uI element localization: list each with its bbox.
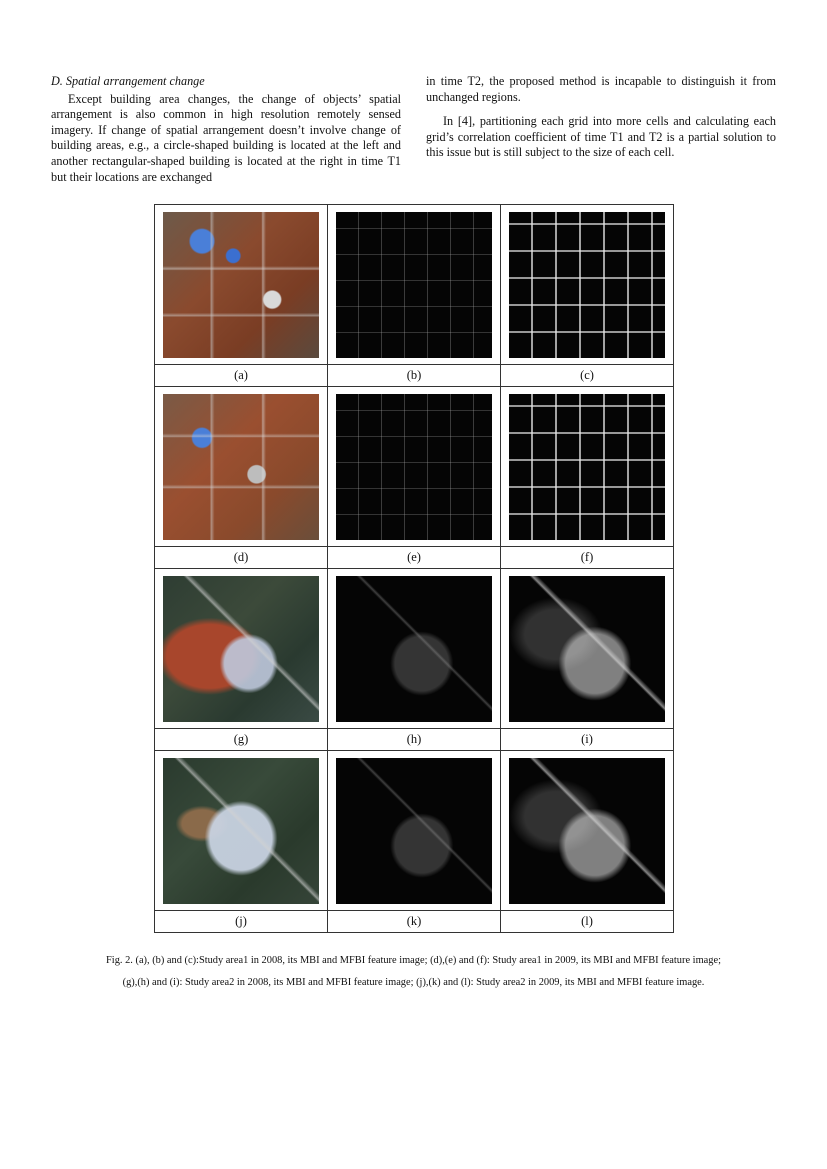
satellite-image bbox=[163, 758, 319, 904]
mfbi-feature-image bbox=[509, 576, 665, 722]
satellite-image bbox=[163, 212, 319, 358]
body-paragraph: In [4], partitioning each grid into more cells and calculating each grid’s correlation coefficient of time T1 and T2 is a partial solution to this issue but is still subject to the size of each cell. bbox=[426, 114, 776, 160]
mbi-feature-image bbox=[336, 576, 492, 722]
subfigure-label: (l) bbox=[501, 911, 674, 933]
satellite-image bbox=[163, 394, 319, 540]
subfigure-label: (i) bbox=[501, 729, 674, 751]
mfbi-feature-image bbox=[509, 758, 665, 904]
figure-cell bbox=[155, 751, 328, 911]
subfigure-label: (d) bbox=[155, 547, 328, 569]
mbi-feature-image bbox=[336, 212, 492, 358]
figure-cell bbox=[328, 569, 501, 729]
right-column bbox=[426, 74, 776, 161]
subfigure-label: (g) bbox=[155, 729, 328, 751]
figure-cell bbox=[155, 205, 328, 365]
figure-cell bbox=[501, 387, 674, 547]
subfigure-label: (k) bbox=[328, 911, 501, 933]
figure-table bbox=[154, 204, 674, 933]
subfigure-label: (f) bbox=[501, 547, 674, 569]
section-heading: D. Spatial arrangement change bbox=[51, 74, 205, 88]
figure-cell bbox=[155, 387, 328, 547]
figure-cell bbox=[501, 569, 674, 729]
subfigure-label: (e) bbox=[328, 547, 501, 569]
figure-cell bbox=[155, 569, 328, 729]
figure-cell bbox=[328, 751, 501, 911]
figure-caption bbox=[51, 950, 776, 994]
mfbi-feature-image bbox=[509, 394, 665, 540]
subfigure-label: (b) bbox=[328, 365, 501, 387]
body-paragraph: Except building area changes, the change of objects’ spatial arrangement is also common in high resolution remotely sensed imagery. If change of spatial arrangement doesn’t involve change of building areas, e.g., a circle-shaped building is located at the left and another rectangular-shaped building is located at the right in time T1 but their locations are exchanged bbox=[51, 91, 401, 184]
figure-cell bbox=[501, 751, 674, 911]
mbi-feature-image bbox=[336, 394, 492, 540]
figure-cell bbox=[501, 205, 674, 365]
body-paragraph-continued: in time T2, the proposed method is incapable to distinguish it from unchanged regions. bbox=[426, 74, 776, 104]
mbi-feature-image bbox=[336, 758, 492, 904]
figure-cell bbox=[328, 205, 501, 365]
subfigure-label: (j) bbox=[155, 911, 328, 933]
figure-caption-line: Fig. 2. (a), (b) and (c):Study area1 in 2008, its MBI and MFBI feature image; (d),(e) and (f): Study area1 in 2009, its MBI and MFBI feature image; bbox=[106, 955, 721, 966]
figure-cell bbox=[328, 387, 501, 547]
subfigure-label: (h) bbox=[328, 729, 501, 751]
mfbi-feature-image bbox=[509, 212, 665, 358]
figure-caption-line: (g),(h) and (i): Study area2 in 2008, its MBI and MFBI feature image; (j),(k) and (l): Study area2 in 2009, its MBI and MFBI feature image. bbox=[122, 977, 705, 988]
satellite-image bbox=[163, 576, 319, 722]
subfigure-label: (a) bbox=[155, 365, 328, 387]
left-column bbox=[51, 74, 401, 185]
subfigure-label: (c) bbox=[501, 365, 674, 387]
